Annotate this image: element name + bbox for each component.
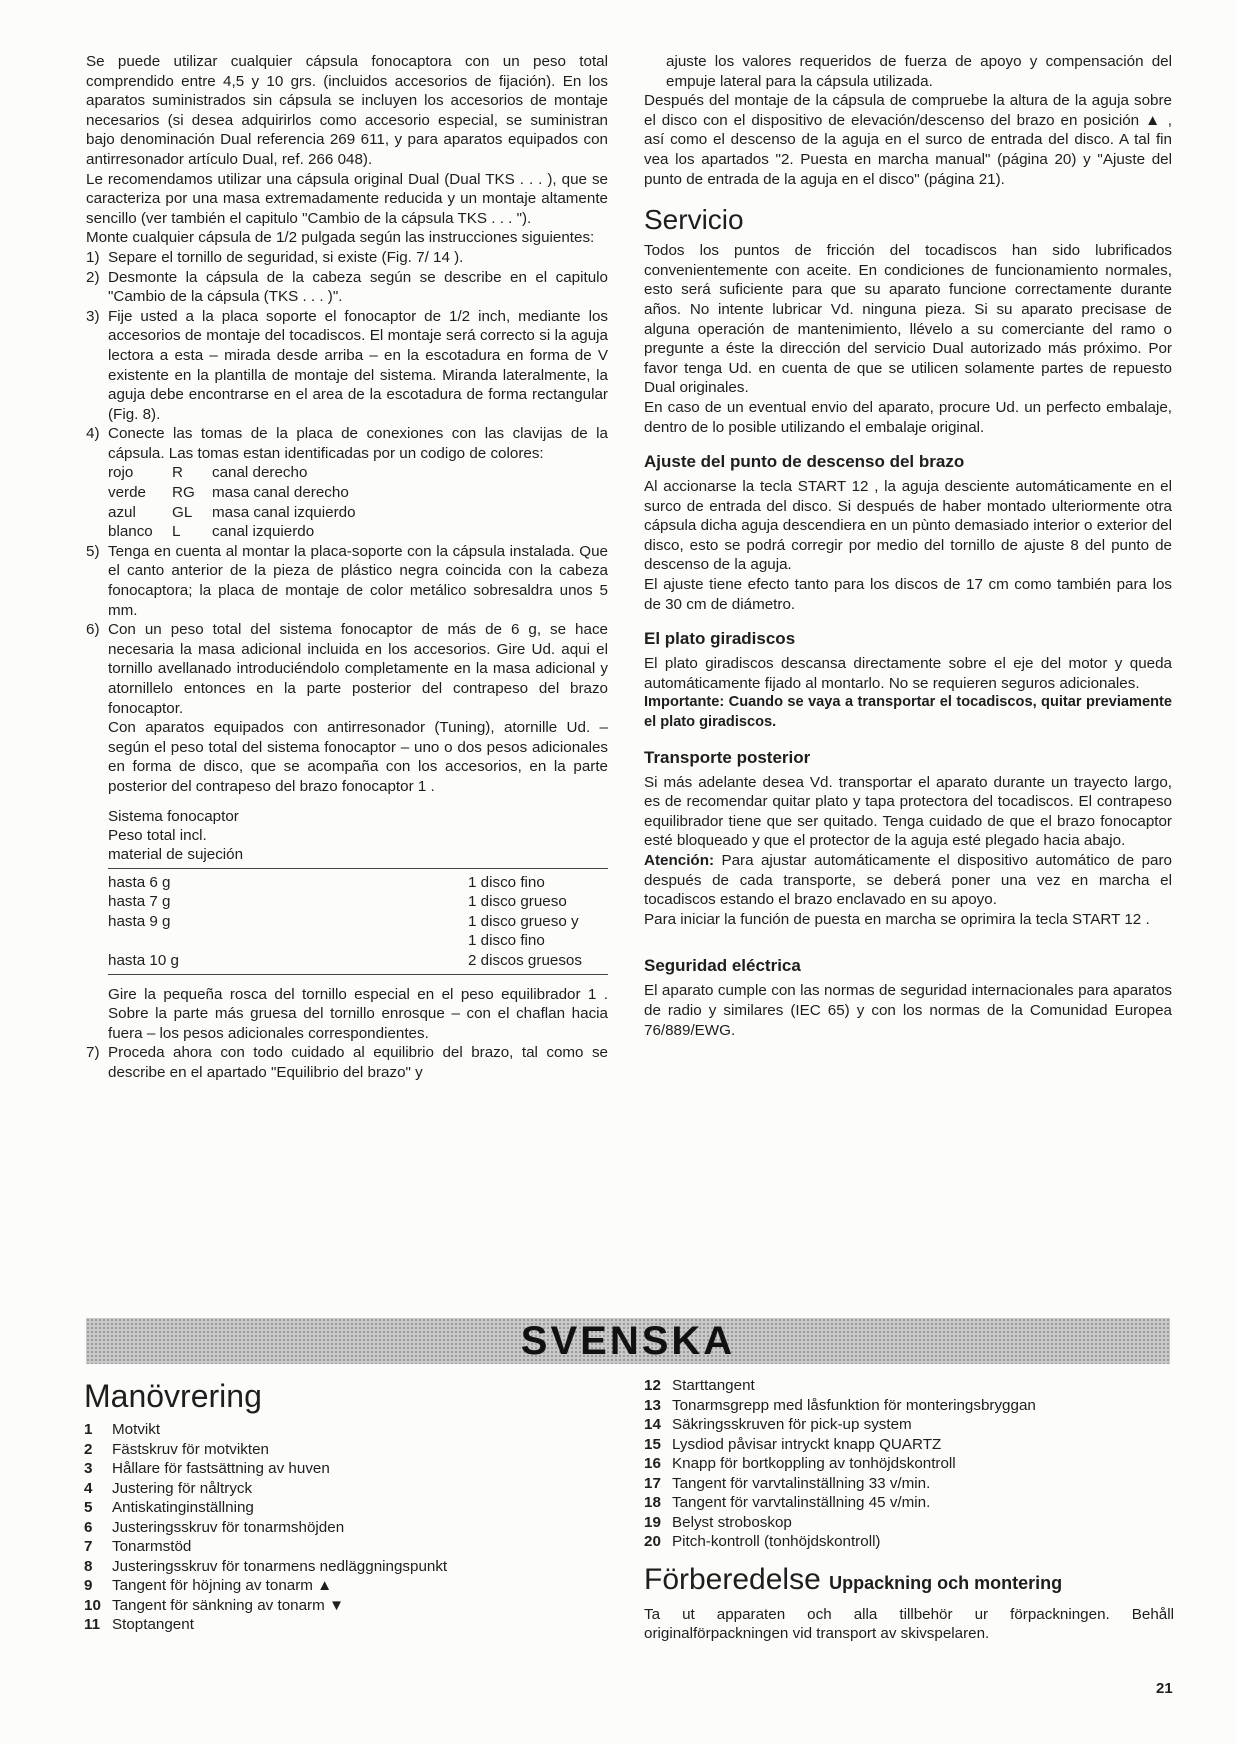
intro-paragraph: Se puede utilizar cualquier cápsula fonocaptora con un peso total comprendido entre 4,5 y 10 grs. (incluidos accesorios de fijación). En los aparatos suministrados sin cápsula se incluyen los accesorios de montaje necesarios (si desea adquirirlos como accesorio especial, se suministran bajo denominación Dual referencia 269 611, y para aparatos equipados con antirresonador artículo Dual, ref. 266 048).: [86, 53, 608, 168]
item-label: Tonarmstöd: [112, 1538, 192, 1555]
step-6: 6) Con un peso total del sistema fonocaptor de más de 6 g, se hace necesaria la masa adicional incluida en los accesorios. Gire Ud. aqui el tornillo avellanado introduciéndolo completamente en la masa adicional y atornillelo entonces en la parte posterior del contrapeso del brazo fonocaptor.: [86, 621, 608, 717]
item-number: 7: [84, 1538, 93, 1555]
item-label: Tangent för varvtalinställning 33 v/min.: [672, 1474, 931, 1492]
list-item: [84, 1420, 624, 1440]
step-2: 2) Desmonte la cápsula de la cabeza según se describe en el capitulo "Cambio de la cápsula (TKS . . . )".: [86, 268, 608, 306]
item-label: Starttangent: [672, 1377, 755, 1394]
item-number: 15: [644, 1435, 661, 1453]
item-number: 12: [644, 1377, 661, 1394]
list-item: [644, 1415, 1174, 1435]
item-number: 13: [644, 1396, 661, 1414]
list-item: [84, 1596, 624, 1616]
list-item: [644, 1454, 1174, 1474]
svenska-banner: [86, 1318, 1170, 1364]
list-item: [644, 1435, 1174, 1455]
list-item: [644, 1376, 1174, 1396]
step-4: 4) Conecte las tomas de la placa de conexiones con las clavijas de la cápsula. Las tomas estan identificadas por un codigo de colores:: [86, 425, 608, 462]
forberedelse-paragraph: Ta ut apparaten och alla tillbehör ur förpackningen. Behåll originalförpackningen vid transport av skivspelaren.: [644, 1605, 1174, 1642]
list-item: [644, 1513, 1174, 1533]
plato-paragraph: El plato giradiscos descansa directamente sobre el eje del motor y queda automáticamente fijado al montarlo. No se requieren seguros adicionales.: [644, 655, 1172, 692]
item-label: Fästskruv för motvikten: [112, 1440, 269, 1458]
item-number: 6: [84, 1518, 93, 1536]
check-paragraph: Después del montaje de la cápsula de compruebe la altura de la aguja sobre el disco con el dispositivo de elevación/descenso del brazo en posición ▲ , así como el descenso de la aguja en el surco de entrada del disco. A tal fin vea los apartados "2. Puesta en marcha manual" (página 20) y "Ajuste del punto de entrada de la aguja en el disco" (página 21).: [644, 92, 1172, 188]
item-label: Justeringsskruv för tonarmens nedläggningspunkt: [112, 1557, 448, 1575]
item-number: 14: [644, 1416, 661, 1433]
item-label: Justeringsskruv för tonarmshöjden: [112, 1518, 345, 1536]
step-1: 1) Separe el tornillo de seguridad, si existe (Fig. 7/ 14 ).: [86, 248, 464, 266]
item-number: 11: [84, 1616, 101, 1633]
servicio-paragraph: Todos los puntos de fricción del tocadiscos han sido lubrificados convenientemente con aceite. En condiciones de funcionamiento normales, esto será suficiente para que su aparato funcione correctamente durante años. No intente lubricar Vd. ninguna pieza. Si su aparato precisase de alguna operación de mantenimiento, llévelo a su comerciante del ramo o pregunte a éste la dirección del servicio Dual autorizado más próximo. Por favor tenga Ud. en cuenta de que se utilicen solamente partes de repuesto Dual originales.: [644, 242, 1172, 397]
list-item: [84, 1440, 624, 1460]
item-number: 19: [644, 1513, 661, 1531]
item-label: Tangent för höjning av tonarm ▲: [112, 1577, 333, 1594]
page-number: 21: [1156, 1680, 1173, 1697]
table-row: hasta 10 g 2 discos gruesos: [108, 951, 608, 975]
table-row: 1 disco fino: [468, 932, 545, 950]
item-label: Tangent för sänkning av tonarm ▼: [112, 1596, 345, 1614]
list-item: [84, 1557, 624, 1577]
right-column: [644, 52, 1172, 1040]
item-number: 5: [84, 1499, 93, 1516]
banner-title: SVENSKA: [520, 1319, 736, 1363]
atencion-paragraph: Atención: Para ajustar automáticamente el dispositivo automático de paro después de cada transporte, se deberá poner una vez en marcha el tocadiscos estando el brazo enclavado en su apoyo.: [644, 852, 1172, 909]
color-code-list: [108, 463, 608, 541]
item-number: 2: [84, 1440, 93, 1458]
forberedelse-heading: Förberedelse Uppackning och montering: [644, 1562, 1063, 1596]
list-item: [644, 1493, 1174, 1513]
svenska-right: [644, 1376, 1174, 1644]
list-item: [644, 1474, 1174, 1494]
forberedelse-subheading: Uppackning och montering: [829, 1572, 1063, 1593]
item-number: 1: [84, 1421, 93, 1438]
servicio-paragraph-2: En caso de un eventual envio del aparato, procure Ud. un perfecto embalaje, dentro de lo posible utilizando el embalaje original.: [644, 398, 1172, 436]
list-item: [84, 1479, 624, 1499]
step-6-cont: Con aparatos equipados con antirresonador (Tuning), atornille Ud. – según el peso total del sistema fonocaptor – uno o dos pesos adicionales en forma de disco, que se acompaña con los accesorios, en la parte posterior del contrapeso del brazo fonocaptor 1 .: [108, 719, 608, 795]
list-item: [84, 1576, 624, 1596]
color-row: blanco L canal izquierdo: [108, 523, 315, 541]
ajuste-paragraph-2: El ajuste tiene efecto tanto para los discos de 17 cm como también para los de 30 cm de diámetro.: [644, 576, 1172, 613]
list-item: [644, 1532, 1174, 1552]
item-label: Säkringsskruven för pick-up system: [672, 1416, 912, 1433]
after-table: Gire la pequeña rosca del tornillo especial en el peso equilibrador 1 . Sobre la parte más gruesa del tornillo enrosque – con el chaflan hacia fuera – los pesos adicionales correspondientes.: [108, 985, 608, 1042]
color-row: azul GL masa canal izquierdo: [108, 503, 356, 521]
item-label: Antiskatinginställning: [112, 1499, 254, 1516]
table-row: hasta 9 g 1 disco grueso y: [108, 912, 579, 930]
table-row: hasta 7 g 1 disco grueso: [108, 893, 567, 911]
list-item: [84, 1498, 624, 1518]
item-number: 18: [644, 1494, 661, 1511]
list-item: [644, 1396, 1174, 1416]
plato-heading: El plato giradiscos: [644, 629, 796, 649]
item-number: 20: [644, 1533, 661, 1550]
ajuste-paragraph: Al accionarse la tecla START 12 , la aguja desciente automáticamente en el surco de entrada del disco. Si después de haber montado ulteriormente otra cápsula dicha aguja descendiera en un pùnto demasiado interior o exterior del disco, esto se podrá corregir por medio del tornillo de ajuste 8 del punto de descenso de la aguja.: [644, 478, 1172, 574]
item-label: Hållare för fastsättning av huven: [112, 1460, 330, 1477]
servicio-heading: Servicio: [644, 204, 744, 236]
item-number: 9: [84, 1577, 93, 1594]
control-list-right: [644, 1376, 1174, 1552]
item-number: 10: [84, 1596, 101, 1614]
item-number: 16: [644, 1455, 661, 1472]
left-column: [86, 52, 608, 1083]
step-5: 5) Tenga en cuenta al montar la placa-soporte con la cápsula instalada. Que el canto anterior de la pieza de plástico negra coincida con la cabeza fonocaptora; la placa de montaje de color metálico sobresaldra unos 5 mm.: [86, 542, 608, 619]
list-item: [84, 1518, 624, 1538]
color-row: rojo R canal derecho: [108, 464, 308, 482]
list-item: [84, 1615, 624, 1635]
item-label: Belyst stroboskop: [672, 1513, 792, 1531]
svenska-left: [84, 1376, 624, 1635]
recommend-paragraph: Le recomendamos utilizar una cápsula original Dual (Dual TKS . . . ), que se caracteriza por una masa extremadamente reducida y un montaje altamente sencillo (ver también el capitulo "Cambio de la cápsula TKS . . . ").: [86, 170, 608, 227]
item-label: Motvikt: [112, 1421, 161, 1438]
mount-intro: Monte cualquier cápsula de 1/2 pulgada según las instrucciones siguientes:: [86, 229, 595, 247]
item-number: 8: [84, 1557, 93, 1575]
manovrering-heading: Manövrering: [84, 1378, 262, 1414]
item-number: 3: [84, 1460, 93, 1477]
table-row: hasta 6 g 1 disco fino: [108, 873, 545, 891]
weight-table-header: Sistema fonocaptor Peso total incl. material de sujeción: [108, 807, 608, 869]
item-label: Tonarmsgrepp med låsfunktion för monteringsbryggan: [672, 1396, 1036, 1414]
plato-important: Importante: Cuando se vaya a transportar el tocadiscos, quitar previamente el plato giradiscos.: [644, 694, 1172, 731]
item-label: Tangent för varvtalinställning 45 v/min.: [672, 1494, 931, 1511]
list-item: [84, 1459, 624, 1479]
continuation-paragraph: ajuste los valores requeridos de fuerza de apoyo y compensación del empuje lateral para la cápsula utilizada.: [666, 53, 1172, 90]
transporte-paragraph-3: Para iniciar la función de puesta en marcha se oprimira la tecla START 12 .: [644, 910, 1150, 928]
item-label: Justering för nåltryck: [112, 1479, 253, 1497]
weight-table: [108, 807, 608, 975]
transporte-heading: Transporte posterior: [644, 747, 811, 767]
list-item: [84, 1537, 624, 1557]
control-list-left: [84, 1420, 624, 1635]
color-row: verde RG masa canal derecho: [108, 484, 349, 502]
item-number: 4: [84, 1479, 93, 1497]
transporte-paragraph: Si más adelante desea Vd. transportar el aparato durante un trayecto largo, es de recomendar quitar plato y tapa protectora del tocadiscos. El contrapeso equilibrador tiene que ser quitado. Tenga cuidado de que el brazo fonocaptor esté bloqueado y que el protector de la aguja esté plegado hacia abajo.: [644, 773, 1172, 850]
step-7: 7) Proceda ahora con todo cuidado al equilibrio del brazo, tal como se describe en el apartado "Equilibrio del brazo" y: [86, 1044, 608, 1081]
item-label: Stoptangent: [112, 1616, 194, 1633]
item-number: 17: [644, 1474, 661, 1492]
seguridad-heading: Seguridad eléctrica: [644, 956, 801, 976]
seguridad-paragraph: El aparato cumple con las normas de seguridad internacionales para aparatos de radio y similares (IEC 65) y con los normas de la Comunidad Europea 76/889/EWG.: [644, 982, 1172, 1039]
step-3: 3) Fije usted a la placa soporte el fonocaptor de 1/2 inch, mediante los accesorios de montaje del tocadiscos. El montaje será correcto si la aguja lectora a esta – mirada desde arriba – en la escotadura en forma de V existente en la plantilla de montaje del sistema. Miranda lateralmente, la aguja debe encontrarse en el area de la escotadura de forma rectangular (Fig. 8).: [86, 307, 608, 423]
item-label: Lysdiod påvisar intryckt knapp QUARTZ: [672, 1435, 942, 1453]
ajuste-heading: Ajuste del punto de descenso del brazo: [644, 452, 965, 472]
item-label: Knapp för bortkoppling av tonhöjdskontroll: [672, 1455, 956, 1472]
item-label: Pitch-kontroll (tonhöjdskontroll): [672, 1533, 881, 1550]
